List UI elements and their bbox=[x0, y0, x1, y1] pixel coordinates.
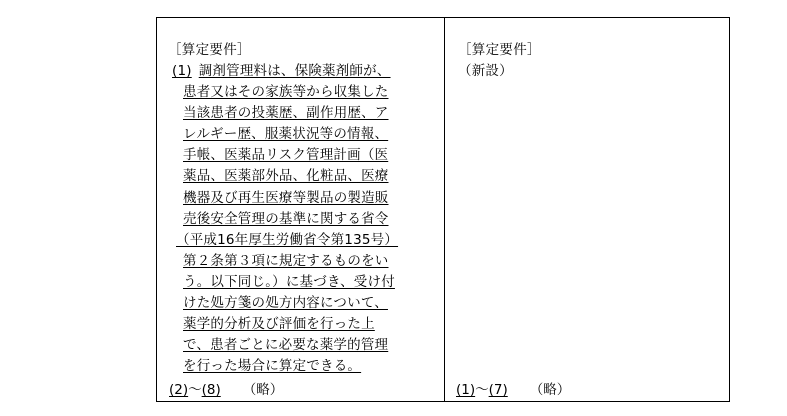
left-line-10: 第２条第３項に規定するものをい bbox=[183, 252, 389, 269]
omitted-note: （略） bbox=[529, 382, 571, 398]
line-text: 調剤管理料は、保険薬剤師が、 bbox=[198, 63, 391, 79]
right-heading: ［算定要件］ bbox=[458, 42, 541, 58]
left-line-11: う。以下同じ。）に基づき、受け付 bbox=[183, 273, 395, 290]
left-line-13: 薬学的分析及び評価を行った上 bbox=[183, 316, 375, 333]
left-line-8: 売後安全管理の基準に関する省令 bbox=[183, 210, 389, 227]
comparison-table bbox=[156, 17, 730, 402]
current-column bbox=[445, 18, 729, 401]
range-tilde: ～ bbox=[475, 382, 489, 398]
range-end: (7) bbox=[488, 382, 508, 398]
left-line-15: を行った場合に算定できる。 bbox=[183, 358, 362, 375]
left-line-4: レルギー歴、服薬状況等の情報、 bbox=[183, 126, 389, 143]
revised-column bbox=[157, 18, 444, 401]
left-line-1 bbox=[168, 61, 444, 82]
left-line-14: で、患者ごとに必要な薬学的管理 bbox=[183, 337, 389, 354]
left-footer bbox=[169, 381, 283, 399]
left-line-6: 薬品、医薬部外品、化粧品、医療 bbox=[183, 168, 389, 185]
left-line-7: 機器及び再生医療等製品の製造販 bbox=[183, 189, 389, 206]
range-start: (1) bbox=[456, 382, 476, 398]
omitted-note: （略） bbox=[242, 382, 284, 398]
right-footer bbox=[456, 381, 570, 399]
left-line-12: けた処方箋の処方内容について、 bbox=[183, 295, 388, 312]
item-number: (1) bbox=[172, 63, 192, 79]
left-line-3: 当該患者の投薬歴、副作用歴、ア bbox=[183, 105, 389, 122]
new-label: （新設） bbox=[458, 63, 513, 79]
left-line-5: 手帳、医薬品リスク管理計画（医 bbox=[183, 147, 389, 164]
left-line-2: 患者又はその家族等から収集した bbox=[183, 84, 389, 101]
range-start: (2) bbox=[169, 382, 189, 398]
left-heading: ［算定要件］ bbox=[168, 42, 251, 58]
range-end: (8) bbox=[201, 382, 221, 398]
left-line-9: （平成16年厚生労働省令第135号） bbox=[176, 231, 399, 248]
range-tilde: ～ bbox=[188, 382, 202, 398]
